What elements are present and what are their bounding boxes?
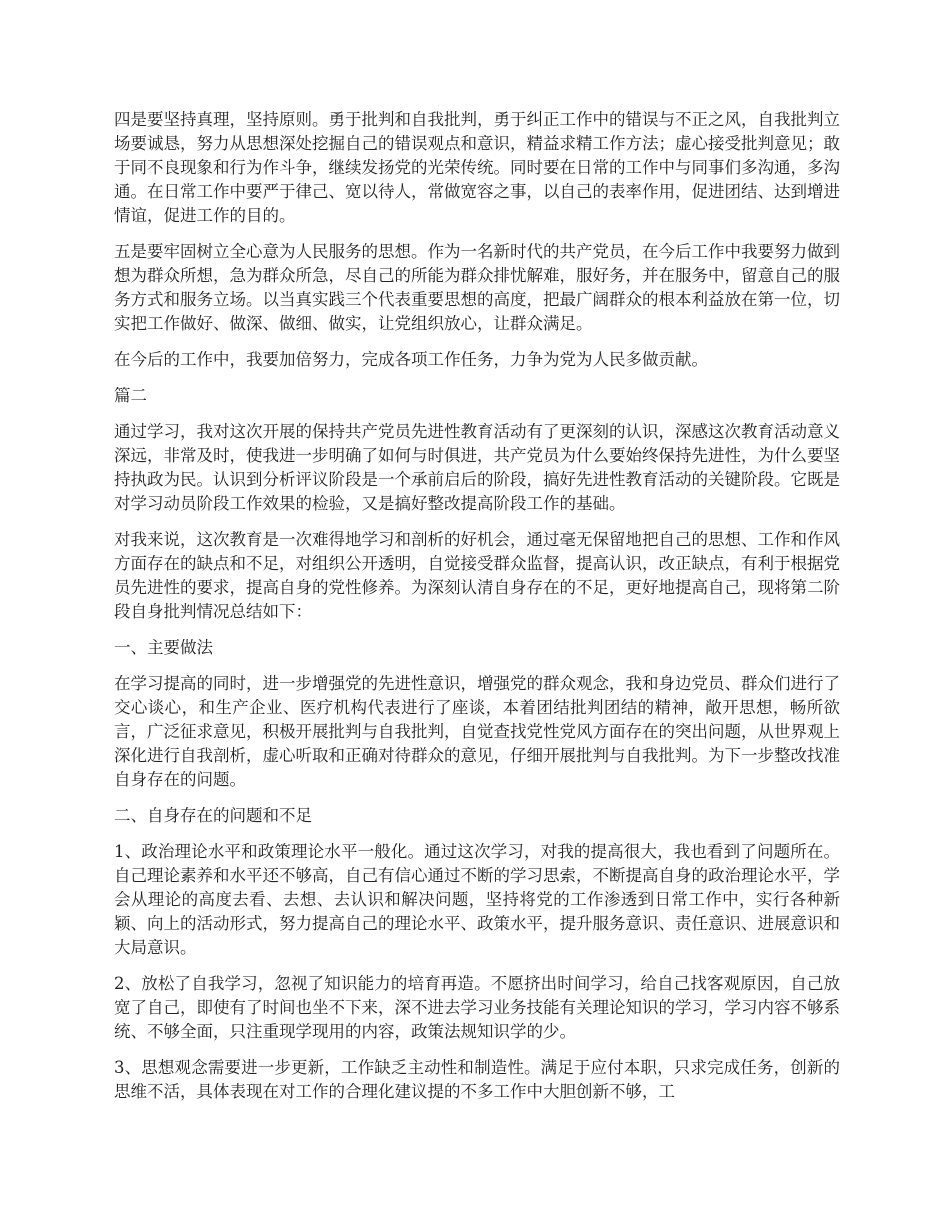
paragraph-problem-one: 1、政治理论水平和政策理论水平一般化。通过这次学习，对我的提高很大，我也看到了问题所在。自己理论素养和水平还不够高，自己有信心通过不断的学习思索，不断提高自身的政治理论水平，学会从理论的高度去看、去想、去认识和解决问题，坚持将党的工作渗透到日常工作中，实行各种新颖、向上的活动形式，努力提高自己的理论水平、政策水平，提升服务意识、责任意识、进展意识和大局意识。 <box>114 842 840 957</box>
paragraph-problem-two: 2、放松了自我学习，忽视了知识能力的培育再造。不愿挤出时间学习，给自己找客观原因，自己放宽了自己，即使有了时间也坐不下来，深不进去学习业务技能有关理论知识的学习，学习内容不够系统、不够全面，只注重现学现用的内容，政策法规知识学的少。 <box>114 974 840 1041</box>
section-heading-problems: 二、自身存在的问题和不足 <box>114 806 312 825</box>
paragraph-practices: 在学习提高的同时，进一步增强党的先进性意识，增强党的群众观念，我和身边党员、群众们进行了交心谈心，和生产企业、医疗机构代表进行了座谈，本着团结批判团结的精神，敞开思想，畅所欲言，广泛征求意见，积极开展批判与自我批判，自觉查找党性党风方面存在的突出问题，从世界观上深化进行自我剖析，虚心听取和正确对待群众的意见，仔细开展批判与自我批判。为下一步整改找准自身存在的问题。 <box>114 674 840 789</box>
paragraph-opportunity: 对我来说，这次教育是一次难得地学习和剖析的好机会，通过毫无保留地把自己的思想、工作和作风方面存在的缺点和不足，对组织公开透明，自觉接受群众监督，提高认识，改正缺点，有利于根据党员先进性的要求，提高自身的党性修养。为深刻认清自身存在的不足，更好地提高自己，现将第二阶段自身批判情况总结如下： <box>114 530 840 621</box>
paragraph-problem-three: 3、思想观念需要进一步更新，工作缺乏主动性和制造性。满足于应付本职，只求完成任务，创新的思维不活，具体表现在对工作的合理化建议提的不多工作中大胆创新不够，工 <box>114 1058 840 1101</box>
paragraph-point-five: 五是要牢固树立全心意为人民服务的思想。作为一名新时代的共产党员，在今后工作中我要努力做到想为群众所想，急为群众所急，尽自己的所能为群众排忧解难，服好务，并在服务中，留意自己的服务方式和服务立场。以当真实践三个代表重要思想的高度，把最广阔群众的根本利益放在第一位，切实把工作做好、做深、做细、做实，让党组织放心，让群众满足。 <box>114 242 840 333</box>
section-heading-part-two: 篇二 <box>114 386 147 405</box>
paragraph-point-four: 四是要坚持真理，坚持原则。勇于批判和自我批判，勇于纠正工作中的错误与不正之风，自我批判立场要诚恳，努力从思想深处挖掘自己的错误观点和意识，精益求精工作方法；虚心接受批判意见；敢于同不良现象和行为作斗争，继续发扬党的光荣传统。同时要在日常的工作中与同事们多沟通，多沟通。在日常工作中要严于律己、宽以待人，常做宽容之事，以自己的表率作用，促进团结、达到增进情谊，促进工作的目的。 <box>114 110 840 225</box>
paragraph-closing: 在今后的工作中，我要加倍努力，完成各项工作任务，力争为党为人民多做贡献。 <box>114 350 708 369</box>
section-heading-main-practices: 一、主要做法 <box>114 638 213 657</box>
document-page <box>114 108 840 1116</box>
paragraph-intro: 通过学习，我对这次开展的保持共产党员先进性教育活动有了更深刻的认识，深感这次教育活动意义深远，非常及时，使我进一步明确了如何与时俱进，共产党员为什么要始终保持先进性，为什么要坚持执政为民。认识到分析评议阶段是一个承前启后的阶段，搞好先进性教育活动的关键阶段。它既是对学习动员阶段工作效果的检验，又是搞好整改提高阶段工作的基础。 <box>114 422 840 513</box>
